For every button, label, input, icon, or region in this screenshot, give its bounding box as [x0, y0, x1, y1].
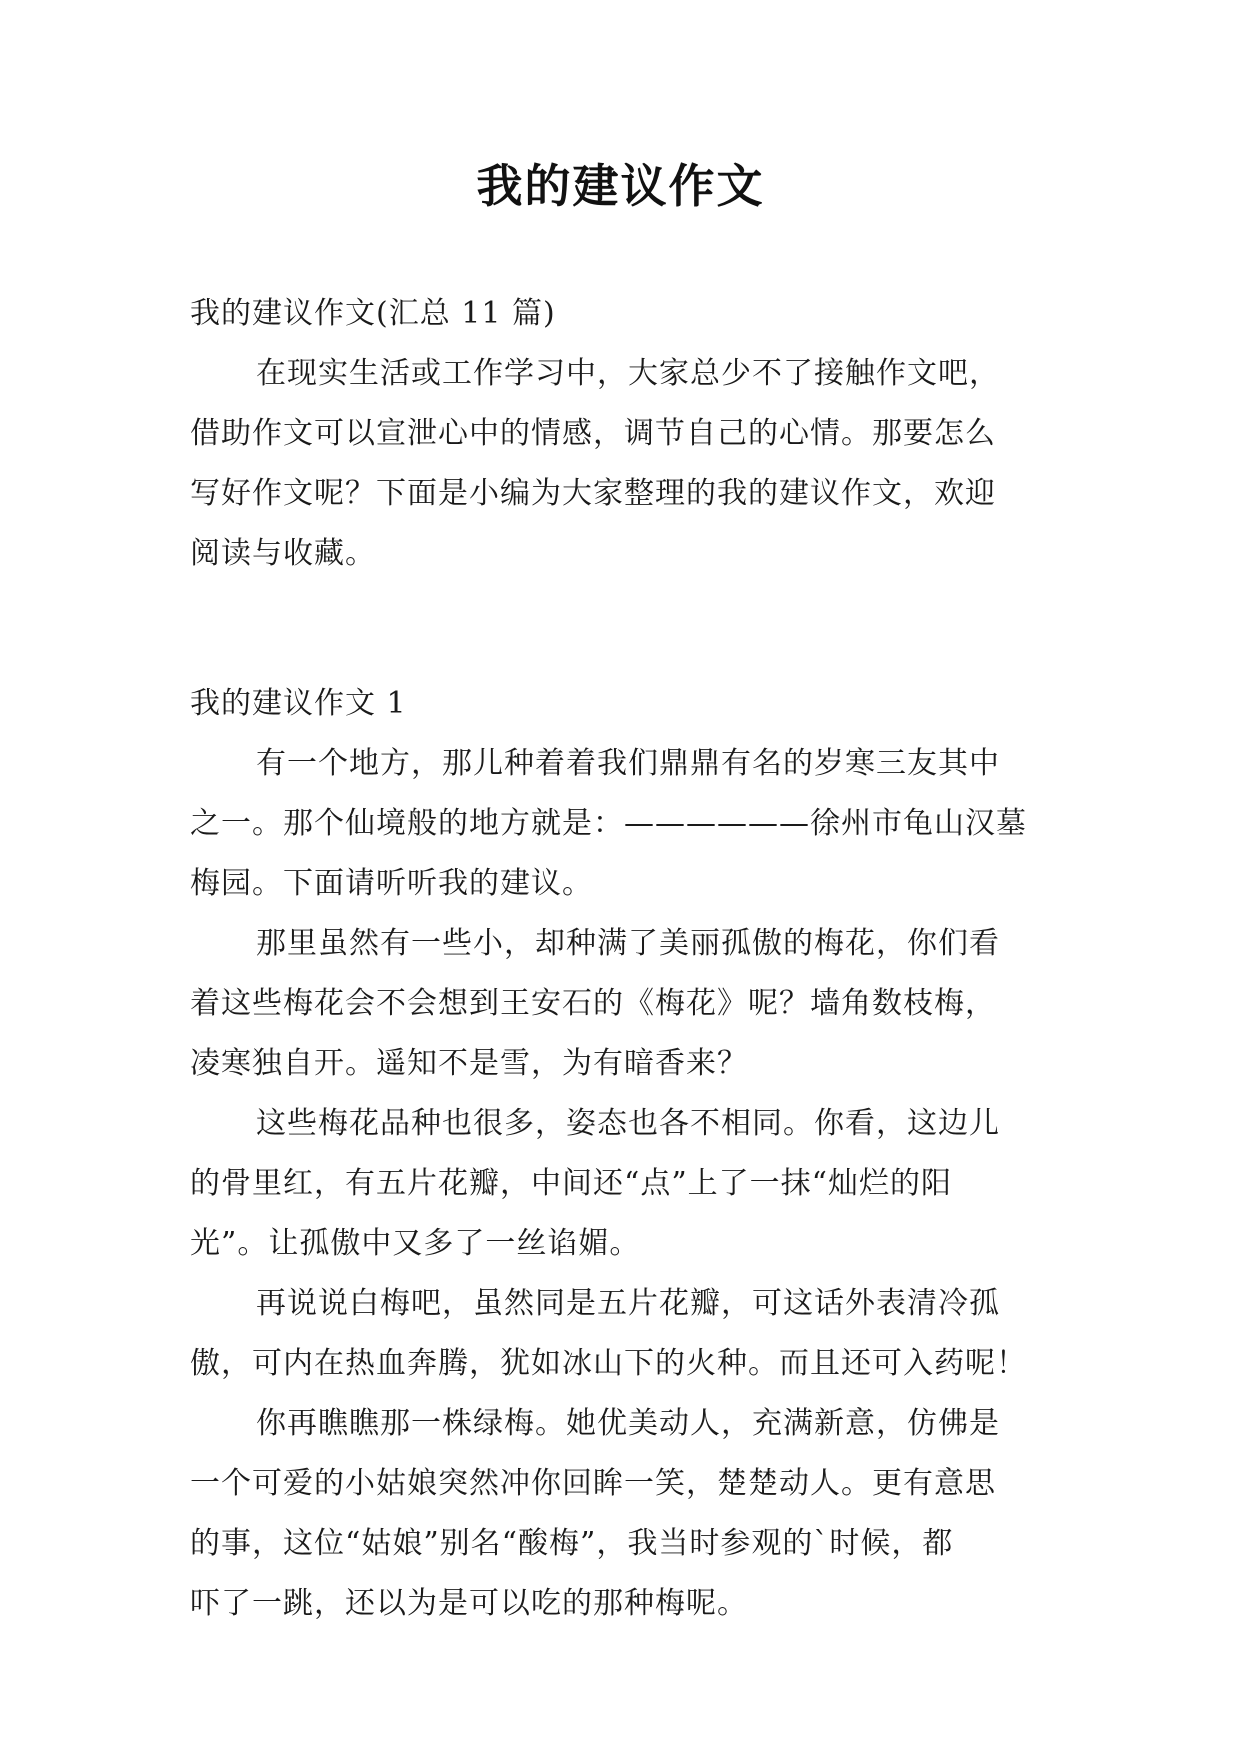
document-subtitle: 我的建议作文(汇总 11 篇): [190, 296, 556, 331]
text-line: 再说说白梅吧，虽然同是五片花瓣，可这话外表清冷孤: [256, 1286, 1000, 1321]
text-line: 的骨里红，有五片花瓣，中间还“点”上了一抹“灿烂的阳: [190, 1166, 953, 1201]
text-line: 着这些梅花会不会想到王安石的《梅花》呢？墙角数枝梅，: [190, 986, 996, 1021]
text-line: 梅园。下面请听听我的建议。: [190, 866, 593, 901]
text-line: 吓了一跳，还以为是可以吃的那种梅呢。: [190, 1586, 748, 1621]
text-line: 凌寒独自开。遥知不是雪，为有暗香来？: [190, 1046, 748, 1081]
section-heading: 我的建议作文 1: [190, 686, 407, 721]
text-line: 光”。让孤傲中又多了一丝谄媚。: [190, 1226, 641, 1261]
intro-paragraph: [190, 344, 1064, 584]
text-line: 这些梅花品种也很多，姿态也各不相同。你看，这边儿: [256, 1106, 1000, 1141]
paragraph: [190, 1394, 1064, 1634]
paragraph: [190, 734, 1064, 914]
text-line: 傲，可内在热血奔腾，犹如冰山下的火种。而且还可入药呢！: [190, 1346, 1027, 1381]
text-line: 写好作文呢？下面是小编为大家整理的我的建议作文，欢迎: [190, 476, 996, 511]
text-line: 你再瞧瞧那一株绿梅。她优美动人，充满新意，仿佛是: [256, 1406, 1000, 1441]
paragraph: [190, 914, 1064, 1094]
text-line: 的事，这位“姑娘”别名“酸梅”，我当时参观的`时候，都: [190, 1526, 954, 1561]
text-line: 之一。那个仙境般的地方就是：——————徐州市龟山汉墓: [190, 806, 1027, 841]
text-line: 在现实生活或工作学习中，大家总少不了接触作文吧，: [256, 356, 1000, 391]
text-line: 阅读与收藏。: [190, 536, 376, 571]
text-line: 有一个地方，那儿种着着我们鼎鼎有名的岁寒三友其中: [256, 746, 1000, 781]
text-line: 借助作文可以宣泄心中的情感，调节自己的心情。那要怎么: [190, 416, 996, 451]
text-line: 那里虽然有一些小，却种满了美丽孤傲的梅花，你们看: [256, 926, 1000, 961]
document-body: [190, 284, 1064, 1634]
text-line: 一个可爱的小姑娘突然冲你回眸一笑，楚楚动人。更有意思: [190, 1466, 996, 1501]
paragraph: [190, 1094, 1064, 1274]
section-spacer: [190, 584, 1064, 674]
page-title: 我的建议作文: [476, 159, 765, 213]
paragraph: [190, 1274, 1064, 1394]
